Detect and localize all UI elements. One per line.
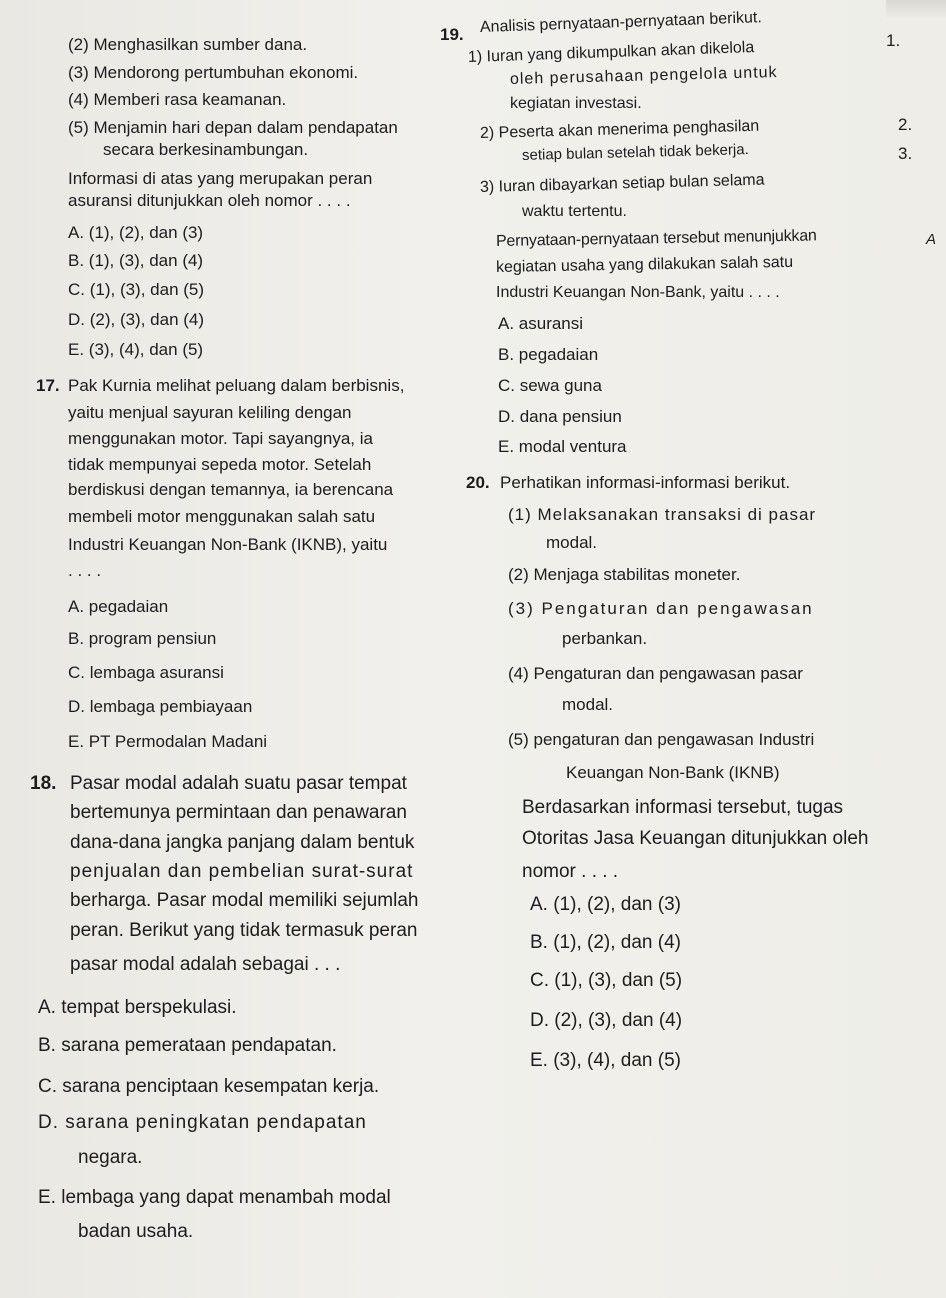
q17-number: 17.	[36, 376, 60, 395]
q18-answer-d-cont: negara.	[78, 1147, 143, 1168]
q20-answer-e[interactable]: E. (3), (4), dan (5)	[530, 1050, 681, 1071]
q18-answer-a[interactable]: A. tempat berspekulasi.	[38, 997, 237, 1018]
q18-stem-line3: dana-dana jangka panjang dalam bentuk	[70, 832, 415, 853]
q17-stem-line6: membeli motor menggunakan salah satu	[68, 507, 376, 526]
q16-answer-d[interactable]: D. (2), (3), dan (4)	[68, 310, 205, 329]
q19-item-1: 1) Iuran yang dikumpulkan akan dikelola	[467, 39, 755, 66]
q20-item-3-cont: perbankan.	[562, 629, 648, 648]
q19-stem-line3: Industri Keuangan Non-Bank, yaitu . . . .	[496, 284, 780, 301]
q19-item-1-cont: oleh perusahaan pengelola untuk	[509, 63, 778, 88]
q16-answer-c[interactable]: C. (1), (3), dan (5)	[68, 280, 205, 299]
q18-answer-c[interactable]: C. sarana penciptaan kesempatan kerja.	[38, 1076, 380, 1097]
q18-stem-line6: peran. Berikut yang tidak termasuk peran	[70, 920, 418, 941]
q17-answer-b[interactable]: B. program pensiun	[68, 629, 217, 648]
q20-stem-line3: nomor . . . .	[522, 861, 619, 882]
q19-answer-a[interactable]: A. asuransi	[498, 314, 584, 333]
q20-item-2: (2) Menjaga stabilitas moneter.	[508, 565, 741, 584]
q18-stem-line5: berharga. Pasar modal memiliki sejumlah	[70, 890, 419, 911]
q17-answer-c[interactable]: C. lembaga asuransi	[68, 663, 224, 682]
q18-stem-line2: bertemunya permintaan dan penawaran	[70, 802, 407, 823]
q19-item-2-cont: setiap bulan setelah tidak bekerja.	[521, 141, 749, 164]
q19-item-3: 3) Iuran dibayarkan setiap bulan selama	[479, 171, 765, 196]
q20-item-4: (4) Pengaturan dan pengawasan pasar	[508, 664, 803, 683]
q19-stem-line1: Pernyataan-pernyataan tersebut menunjukkan	[495, 227, 817, 250]
q18-answer-b[interactable]: B. sarana pemerataan pendapatan.	[38, 1035, 337, 1056]
q20-item-5-cont: Keuangan Non-Bank (IKNB)	[566, 763, 780, 782]
q20-item-3: (3) Pengaturan dan pengawasan	[508, 599, 814, 618]
q19-answer-e[interactable]: E. modal ventura	[498, 437, 627, 456]
q19-stem-line2: kegiatan usaha yang dilakukan salah satu	[495, 253, 794, 276]
q17-stem-line5: berdiskusi dengan temannya, ia berencana	[68, 480, 394, 499]
q19-title: Analisis pernyataan-pernyataan berikut.	[479, 9, 763, 36]
q20-number: 20.	[466, 473, 490, 492]
q17-answer-d[interactable]: D. lembaga pembiayaan	[68, 697, 253, 716]
q18-answer-e[interactable]: E. lembaga yang dapat menambah modal	[38, 1187, 391, 1208]
q16-option-3: (3) Mendorong pertumbuhan ekonomi.	[68, 63, 359, 82]
q17-stem-line3: menggunakan motor. Tapi sayangnya, ia	[68, 429, 373, 448]
q17-answer-a[interactable]: A. pegadaian	[68, 597, 169, 616]
q17-answer-e[interactable]: E. PT Permodalan Madani	[68, 732, 268, 751]
q20-item-1: (1) Melaksanakan transaksi di pasar	[508, 505, 817, 524]
q20-stem-line1: Berdasarkan informasi tersebut, tugas	[522, 797, 844, 818]
q18-answer-e-cont: badan usaha.	[78, 1221, 194, 1242]
q20-stem-line2: Otoritas Jasa Keuangan ditunjukkan oleh	[522, 828, 869, 849]
q20-item-4-cont: modal.	[562, 695, 614, 714]
q17-stem-line1: Pak Kurnia melihat peluang dalam berbisnis,	[68, 376, 405, 395]
q20-answer-b[interactable]: B. (1), (2), dan (4)	[530, 932, 681, 953]
q17-stem-line4: tidak mempunyai sepeda motor. Setelah	[68, 455, 372, 474]
q19-answer-d[interactable]: D. dana pensiun	[498, 407, 622, 426]
q19-item-2: 2) Peserta akan menerima penghasilan	[479, 117, 760, 142]
q16-option-5: (5) Menjamin hari depan dalam pendapatan	[68, 118, 398, 137]
q16-option-2: (2) Menghasilkan sumber dana.	[68, 35, 308, 54]
q18-stem-line4: penjualan dan pembelian surat-surat	[70, 861, 414, 882]
q20-title: Perhatikan informasi-informasi berikut.	[500, 473, 791, 492]
q16-option-5-cont: secara berkesinambungan.	[103, 140, 309, 159]
margin-note-a: A	[926, 231, 937, 248]
q19-number: 19.	[440, 25, 464, 44]
q20-answer-a[interactable]: A. (1), (2), dan (3)	[530, 894, 681, 915]
q19-answer-b[interactable]: B. pegadaian	[498, 345, 599, 364]
q20-item-5: (5) pengaturan dan pengawasan Industri	[508, 730, 815, 749]
q17-stem-line2: yaitu menjual sayuran keliling dengan	[68, 403, 352, 422]
margin-note-3: 3.	[898, 144, 913, 163]
q19-answer-c[interactable]: C. sewa guna	[498, 376, 602, 395]
q19-item-3-cont: waktu tertentu.	[522, 203, 627, 220]
q20-answer-c[interactable]: C. (1), (3), dan (5)	[530, 970, 683, 991]
q16-stem-line1: Informasi di atas yang merupakan peran	[68, 169, 373, 188]
margin-note-1: 1.	[886, 31, 901, 50]
q18-stem-line1: Pasar modal adalah suatu pasar tempat	[70, 773, 407, 794]
q20-item-1-cont: modal.	[546, 533, 598, 552]
q16-option-4: (4) Memberi rasa keamanan.	[68, 90, 287, 109]
margin-note-2: 2.	[898, 115, 913, 134]
q19-item-1-cont2: kegiatan investasi.	[510, 95, 642, 112]
q16-stem-line2: asuransi ditunjukkan oleh nomor . . . .	[68, 191, 351, 210]
q17-stem-line8: . . . .	[68, 561, 102, 580]
q20-answer-d[interactable]: D. (2), (3), dan (4)	[530, 1010, 683, 1031]
q17-stem-line7: Industri Keuangan Non-Bank (IKNB), yaitu	[68, 535, 388, 554]
q16-answer-b[interactable]: B. (1), (3), dan (4)	[68, 251, 204, 270]
q16-answer-e[interactable]: E. (3), (4), dan (5)	[68, 340, 204, 359]
q16-answer-a[interactable]: A. (1), (2), dan (3)	[68, 223, 204, 242]
q18-stem-line7: pasar modal adalah sebagai . . .	[70, 954, 341, 975]
page-corner-shadow	[886, 0, 946, 18]
q18-number: 18.	[30, 773, 57, 794]
q18-answer-d[interactable]: D. sarana peningkatan pendapatan	[38, 1112, 367, 1133]
